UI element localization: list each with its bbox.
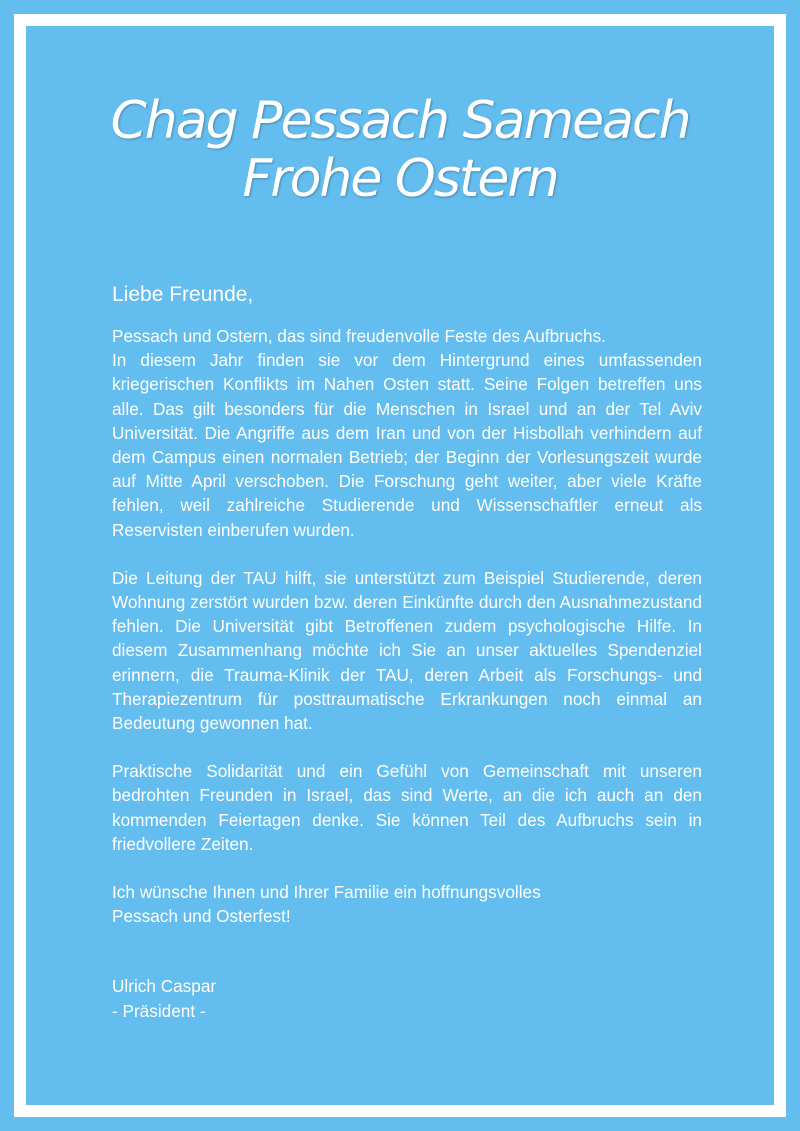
letter-greeting: Liebe Freunde,	[112, 283, 254, 306]
paragraph-intro-first-line: Pessach und Ostern, das sind freudenvolle Feste des Aufbruchs.	[112, 326, 606, 346]
title-line-german: Frohe Ostern	[242, 149, 558, 209]
paragraph-solidarity: Praktische Solidarität und ein Gefühl von Gemeinschaft mit unseren bedrohten Freunden in Israel, das sind Werte, an die ich auch an den kommenden Feiertagen denke. Sie können Teil des Aufbruchs sein in friedvollere Zeiten.	[112, 761, 702, 854]
page-title	[0, 92, 800, 208]
paragraph-intro	[112, 324, 702, 542]
signature-name: Ulrich Caspar	[112, 976, 217, 997]
letter-body	[112, 280, 702, 1023]
paragraph-intro-body: In diesem Jahr finden sie vor dem Hintergrund eines umfassenden kriegerischen Konflikts im Nahen Osten statt. Seine Folgen betreffen uns alle. Das gilt besonders für die Menschen in Israel und an der Tel Aviv Universität. Die Angriffe aus dem Iran und von der Hisbollah verhindern auf dem Campus einen normalen Betrieb; der Beginn der Vorlesungszeit wurde auf Mitte April verschoben. Die Forschung geht weiter, aber viele Kräfte fehlen, weil zahlreiche Studierende und Wissenschaftler erneut als Reservisten einberufen wurden.	[112, 350, 702, 540]
signature-block	[112, 974, 702, 1022]
wishes-line-2: Pessach und Osterfest!	[112, 906, 291, 927]
wishes-line-1: Ich wünsche Ihnen und Ihrer Familie ein hoffnungsvolles	[112, 882, 541, 903]
paragraph-support: Die Leitung der TAU hilft, sie unterstützt zum Beispiel Studierende, deren Wohnung zerstört wurden bzw. deren Einkünfte durch den Ausnahmezustand fehlen. Die Universität gibt Betroffenen zudem psychologische Hilfe. In diesem Zusammenhang möchte ich Sie an unser aktuelles Spendenziel erinnern, die Trauma-Klinik der TAU, deren Arbeit als Forschungs- und Therapiezentrum für posttraumatische Erkrankungen noch einmal an Bedeutung gewonnen hat.	[112, 567, 702, 734]
paragraph-wishes	[112, 880, 702, 928]
title-line-hebrew: Chag Pessach Sameach	[110, 91, 690, 151]
signature-role: - Präsident -	[112, 1000, 206, 1021]
